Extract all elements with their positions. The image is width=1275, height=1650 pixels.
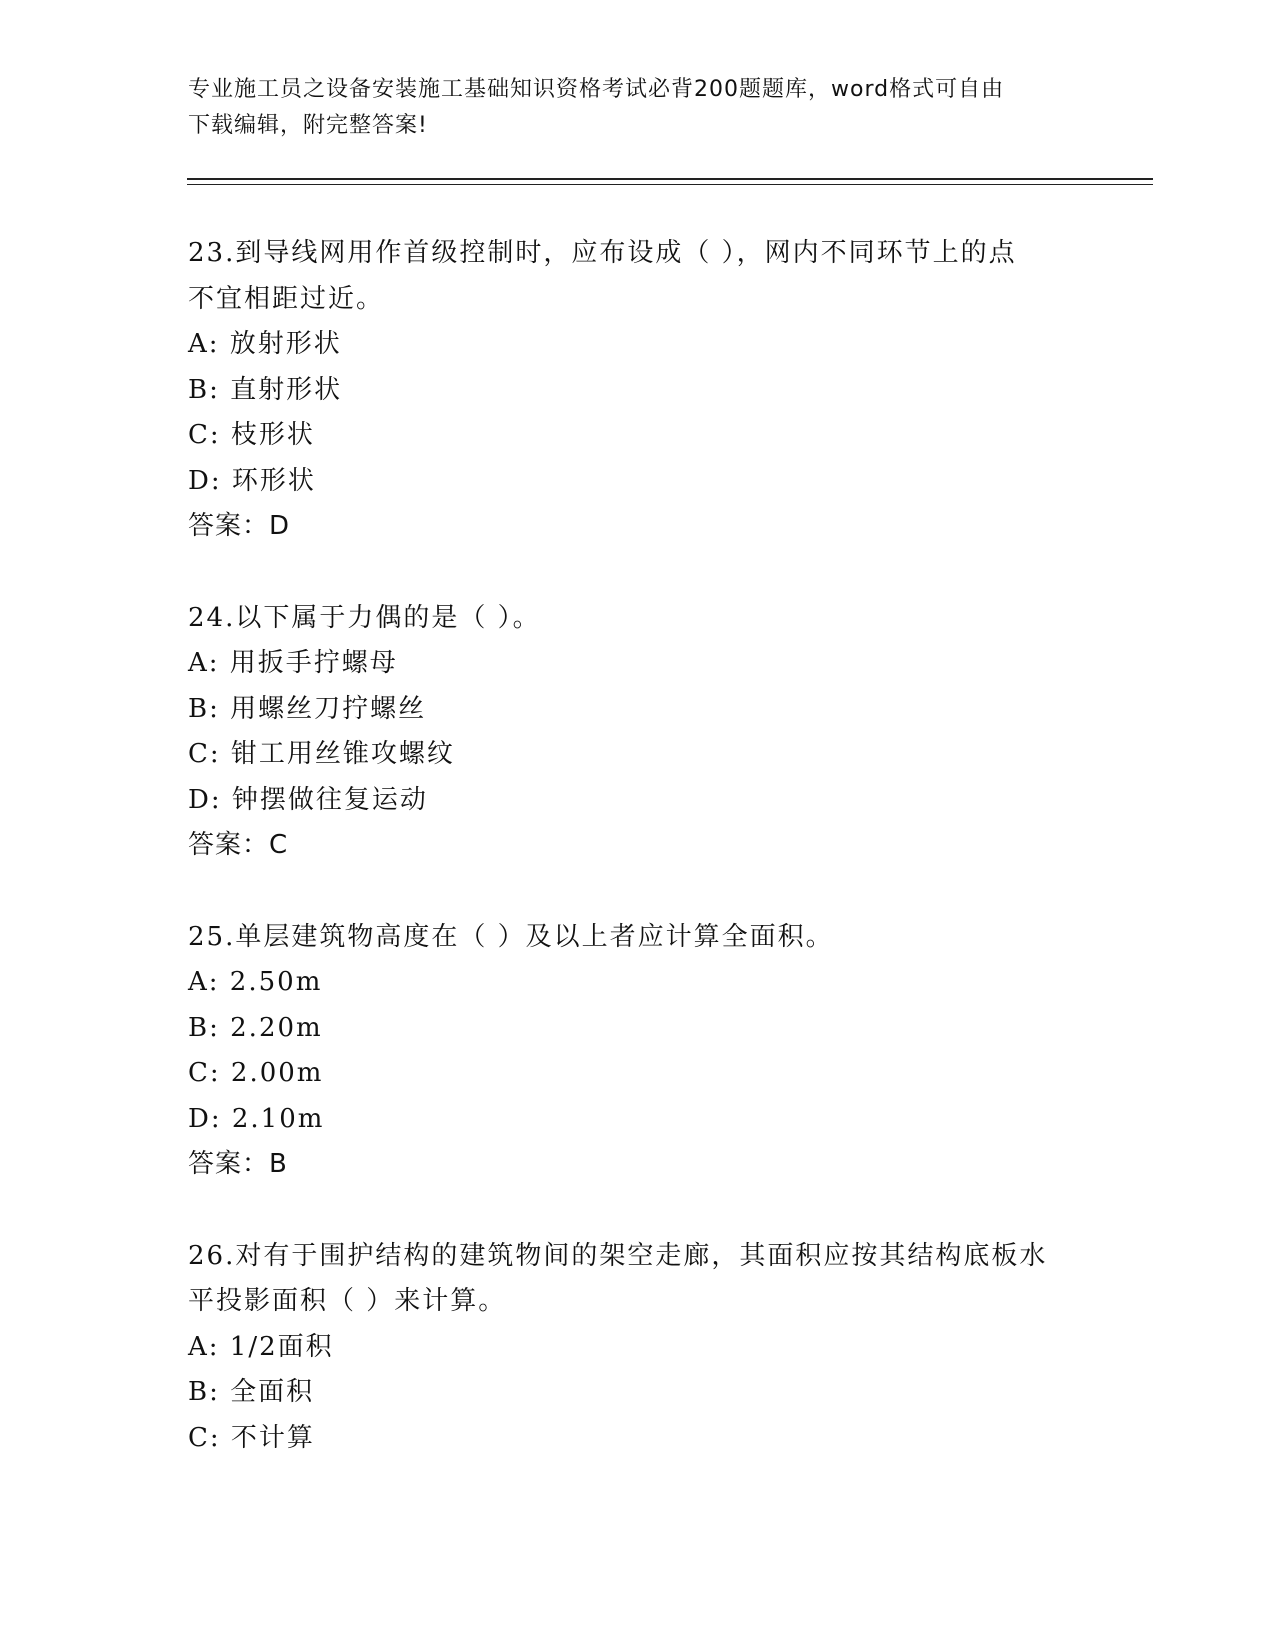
question-26	[188, 1234, 1088, 1462]
answer: 答案：C	[188, 830, 289, 860]
question-stem: 23.到导线网用作首级控制时，应布设成（ ），网内不同环节上的点	[188, 238, 1017, 268]
question-stem-continued: 平投影面积（ ）来计算。	[188, 1286, 507, 1316]
option-a: A: 放射形状	[188, 329, 342, 359]
question-spacer	[188, 550, 1088, 596]
question-25	[188, 915, 1088, 1188]
option-b: B: 2.20m	[188, 1012, 323, 1043]
header-line-2: 下载编辑，附完整答案!	[188, 113, 428, 138]
header-divider-bottom	[187, 184, 1153, 185]
option-b: B: 用螺丝刀拧螺丝	[188, 693, 427, 724]
option-b: B: 直射形状	[188, 374, 343, 405]
document-header	[188, 72, 1068, 144]
option-b: B: 全面积	[188, 1377, 315, 1407]
question-24	[188, 596, 1088, 869]
option-d: D: 钟摆做往复运动	[188, 784, 428, 815]
question-23	[188, 231, 1088, 550]
header-divider-top	[187, 178, 1153, 180]
question-stem: 25.单层建筑物高度在（ ）及以上者应计算全面积。	[188, 921, 834, 952]
question-list	[188, 231, 1088, 1461]
question-spacer	[188, 1188, 1088, 1234]
question-stem-continued: 不宜相距过近。	[188, 283, 385, 314]
option-d: D: 环形状	[188, 465, 316, 496]
option-c: C: 枝形状	[188, 420, 315, 450]
option-c: C: 不计算	[188, 1422, 315, 1453]
option-c: C: 2.00m	[188, 1058, 324, 1088]
header-line-1: 专业施工员之设备安装施工基础知识资格考试必背200题题库，word格式可自由	[188, 77, 1005, 102]
question-stem: 24.以下属于力偶的是（ ）。	[188, 602, 541, 633]
answer: 答案：B	[188, 1149, 288, 1179]
question-spacer	[188, 869, 1088, 915]
question-stem: 26.对有于围护结构的建筑物间的架空走廊，其面积应按其结构底板水	[188, 1240, 1048, 1271]
answer: 答案：D	[188, 511, 291, 541]
option-d: D: 2.10m	[188, 1103, 325, 1134]
option-a: A: 用扳手拧螺母	[188, 648, 398, 678]
option-a: A: 2.50m	[188, 967, 323, 997]
option-a: A: 1/2面积	[188, 1331, 334, 1362]
option-c: C: 钳工用丝锥攻螺纹	[188, 739, 455, 769]
